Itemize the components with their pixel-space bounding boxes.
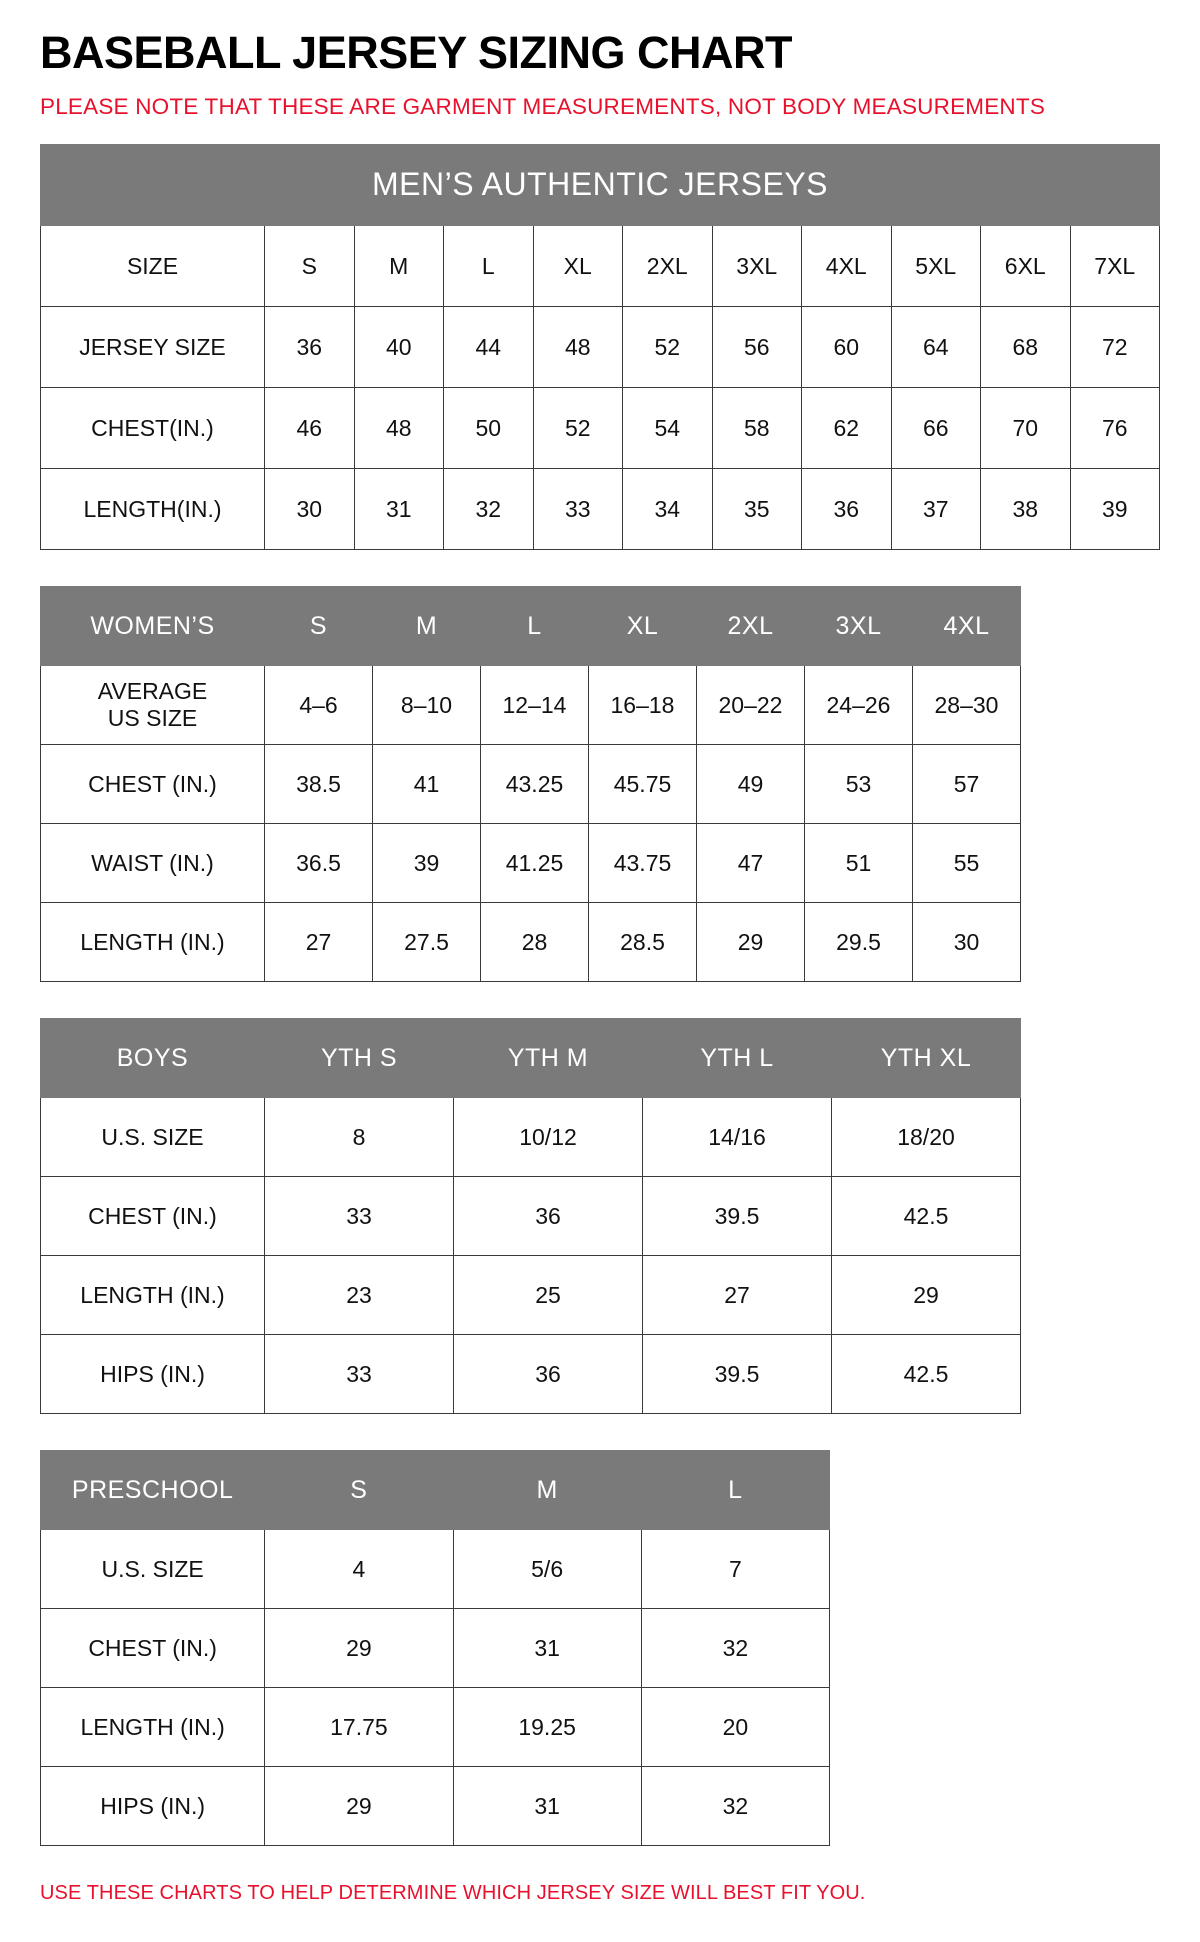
cell: 43.25 bbox=[481, 744, 589, 823]
cell: 32 bbox=[444, 468, 534, 549]
cell: 4–6 bbox=[265, 665, 373, 744]
cell: 44 bbox=[444, 306, 534, 387]
boys-header-label: BOYS bbox=[41, 1018, 265, 1097]
table-row bbox=[41, 1334, 1021, 1413]
mens-size-m: M bbox=[354, 225, 444, 306]
table-row bbox=[41, 1529, 830, 1608]
cell: 36 bbox=[802, 468, 892, 549]
womens-size-3xl: 3XL bbox=[805, 586, 913, 665]
cell: 66 bbox=[891, 387, 981, 468]
cell: 55 bbox=[913, 823, 1021, 902]
table-row bbox=[41, 387, 1160, 468]
boys-row-label-us-size: U.S. SIZE bbox=[41, 1097, 265, 1176]
cell: 39 bbox=[1070, 468, 1160, 549]
cell: 76 bbox=[1070, 387, 1160, 468]
cell: 56 bbox=[712, 306, 802, 387]
table-row bbox=[41, 306, 1160, 387]
cell: 25 bbox=[454, 1255, 643, 1334]
cell: 54 bbox=[623, 387, 713, 468]
table-row bbox=[41, 823, 1021, 902]
preschool-size-l: L bbox=[641, 1450, 829, 1529]
cell: 48 bbox=[533, 306, 623, 387]
womens-size-4xl: 4XL bbox=[913, 586, 1021, 665]
mens-size-label: SIZE bbox=[41, 225, 265, 306]
cell: 33 bbox=[265, 1176, 454, 1255]
mens-row-label-jersey-size: JERSEY SIZE bbox=[41, 306, 265, 387]
cell: 36 bbox=[454, 1176, 643, 1255]
cell: 29 bbox=[265, 1766, 453, 1845]
table-row bbox=[41, 1687, 830, 1766]
cell: 51 bbox=[805, 823, 913, 902]
cell: 38 bbox=[981, 468, 1071, 549]
cell: 39.5 bbox=[643, 1176, 832, 1255]
cell: 28–30 bbox=[913, 665, 1021, 744]
mens-size-header-row bbox=[41, 225, 1160, 306]
preschool-row-label-hips: HIPS (IN.) bbox=[41, 1766, 265, 1845]
cell: 28 bbox=[481, 902, 589, 981]
preschool-size-m: M bbox=[453, 1450, 641, 1529]
table-row bbox=[41, 1176, 1021, 1255]
cell: 43.75 bbox=[589, 823, 697, 902]
cell: 34 bbox=[623, 468, 713, 549]
mens-size-5xl: 5XL bbox=[891, 225, 981, 306]
womens-size-l: L bbox=[481, 586, 589, 665]
cell: 39.5 bbox=[643, 1334, 832, 1413]
cell: 64 bbox=[891, 306, 981, 387]
cell: 27 bbox=[265, 902, 373, 981]
cell: 68 bbox=[981, 306, 1071, 387]
cell: 19.25 bbox=[453, 1687, 641, 1766]
footer-note: USE THESE CHARTS TO HELP DETERMINE WHICH JERSEY SIZE WILL BEST FIT YOU. bbox=[40, 1881, 866, 1904]
womens-row-label-average-us-size bbox=[41, 665, 265, 744]
cell: 31 bbox=[453, 1608, 641, 1687]
cell: 27.5 bbox=[373, 902, 481, 981]
boys-row-label-hips: HIPS (IN.) bbox=[41, 1334, 265, 1413]
mens-size-7xl: 7XL bbox=[1070, 225, 1160, 306]
cell: 32 bbox=[641, 1766, 829, 1845]
table-row bbox=[41, 1097, 1021, 1176]
cell: 12–14 bbox=[481, 665, 589, 744]
preschool-size-s: S bbox=[265, 1450, 453, 1529]
womens-header-row bbox=[41, 586, 1021, 665]
boys-header-row bbox=[41, 1018, 1021, 1097]
cell: 45.75 bbox=[589, 744, 697, 823]
cell: 23 bbox=[265, 1255, 454, 1334]
womens-header-label: WOMEN’S bbox=[41, 586, 265, 665]
womens-size-m: M bbox=[373, 586, 481, 665]
cell: 16–18 bbox=[589, 665, 697, 744]
cell: 24–26 bbox=[805, 665, 913, 744]
cell: 29 bbox=[265, 1608, 453, 1687]
boys-row-label-length: LENGTH (IN.) bbox=[41, 1255, 265, 1334]
mens-size-6xl: 6XL bbox=[981, 225, 1071, 306]
cell: 46 bbox=[265, 387, 355, 468]
boys-size-yth-l: YTH L bbox=[643, 1018, 832, 1097]
boys-row-label-chest: CHEST (IN.) bbox=[41, 1176, 265, 1255]
cell: 60 bbox=[802, 306, 892, 387]
cell: 20–22 bbox=[697, 665, 805, 744]
mens-size-l: L bbox=[444, 225, 534, 306]
womens-size-xl: XL bbox=[589, 586, 697, 665]
preschool-row-label-length: LENGTH (IN.) bbox=[41, 1687, 265, 1766]
cell: 10/12 bbox=[454, 1097, 643, 1176]
table-row bbox=[41, 468, 1160, 549]
cell: 36.5 bbox=[265, 823, 373, 902]
mens-size-table bbox=[40, 144, 1160, 550]
table-row bbox=[41, 902, 1021, 981]
cell: 20 bbox=[641, 1687, 829, 1766]
mens-banner: MEN’S AUTHENTIC JERSEYS bbox=[41, 144, 1160, 225]
cell: 4 bbox=[265, 1529, 453, 1608]
cell: 41 bbox=[373, 744, 481, 823]
cell: 30 bbox=[265, 468, 355, 549]
cell: 49 bbox=[697, 744, 805, 823]
cell: 8 bbox=[265, 1097, 454, 1176]
boys-size-table bbox=[40, 1018, 1021, 1414]
mens-row-label-length: LENGTH(IN.) bbox=[41, 468, 265, 549]
cell: 52 bbox=[623, 306, 713, 387]
mens-size-3xl: 3XL bbox=[712, 225, 802, 306]
boys-size-yth-s: YTH S bbox=[265, 1018, 454, 1097]
boys-size-yth-m: YTH M bbox=[454, 1018, 643, 1097]
cell: 31 bbox=[453, 1766, 641, 1845]
womens-row-label-line2: US SIZE bbox=[107, 704, 198, 731]
cell: 41.25 bbox=[481, 823, 589, 902]
cell: 40 bbox=[354, 306, 444, 387]
cell: 35 bbox=[712, 468, 802, 549]
cell: 52 bbox=[533, 387, 623, 468]
cell: 72 bbox=[1070, 306, 1160, 387]
womens-row-label-line1: AVERAGE bbox=[97, 678, 208, 705]
preschool-row-label-chest: CHEST (IN.) bbox=[41, 1608, 265, 1687]
cell: 7 bbox=[641, 1529, 829, 1608]
cell: 29.5 bbox=[805, 902, 913, 981]
cell: 39 bbox=[373, 823, 481, 902]
cell: 8–10 bbox=[373, 665, 481, 744]
mens-row-label-chest: CHEST(IN.) bbox=[41, 387, 265, 468]
table-row bbox=[41, 1608, 830, 1687]
womens-size-table bbox=[40, 586, 1021, 982]
cell: 30 bbox=[913, 902, 1021, 981]
cell: 14/16 bbox=[643, 1097, 832, 1176]
mens-banner-row bbox=[41, 144, 1160, 225]
womens-row-label-length: LENGTH (IN.) bbox=[41, 902, 265, 981]
cell: 42.5 bbox=[832, 1176, 1021, 1255]
mens-size-2xl: 2XL bbox=[623, 225, 713, 306]
womens-size-s: S bbox=[265, 586, 373, 665]
cell: 70 bbox=[981, 387, 1071, 468]
table-row bbox=[41, 744, 1021, 823]
mens-size-s: S bbox=[265, 225, 355, 306]
cell: 32 bbox=[641, 1608, 829, 1687]
preschool-row-label-us-size: U.S. SIZE bbox=[41, 1529, 265, 1608]
cell: 50 bbox=[444, 387, 534, 468]
cell: 36 bbox=[454, 1334, 643, 1413]
cell: 29 bbox=[832, 1255, 1021, 1334]
mens-size-xl: XL bbox=[533, 225, 623, 306]
page-title: BASEBALL JERSEY SIZING CHART bbox=[40, 27, 792, 78]
womens-size-2xl: 2XL bbox=[697, 586, 805, 665]
cell: 31 bbox=[354, 468, 444, 549]
cell: 53 bbox=[805, 744, 913, 823]
table-row bbox=[41, 1766, 830, 1845]
boys-size-yth-xl: YTH XL bbox=[832, 1018, 1021, 1097]
cell: 62 bbox=[802, 387, 892, 468]
cell: 5/6 bbox=[453, 1529, 641, 1608]
cell: 33 bbox=[533, 468, 623, 549]
cell: 48 bbox=[354, 387, 444, 468]
mens-size-4xl: 4XL bbox=[802, 225, 892, 306]
cell: 47 bbox=[697, 823, 805, 902]
cell: 58 bbox=[712, 387, 802, 468]
cell: 29 bbox=[697, 902, 805, 981]
preschool-header-label: PRESCHOOL bbox=[41, 1450, 265, 1529]
womens-row-label-waist: WAIST (IN.) bbox=[41, 823, 265, 902]
cell: 57 bbox=[913, 744, 1021, 823]
cell: 27 bbox=[643, 1255, 832, 1334]
cell: 33 bbox=[265, 1334, 454, 1413]
womens-row-label-chest: CHEST (IN.) bbox=[41, 744, 265, 823]
measurement-note: PLEASE NOTE THAT THESE ARE GARMENT MEASUREMENTS, NOT BODY MEASUREMENTS bbox=[40, 93, 1046, 119]
preschool-size-table bbox=[40, 1450, 830, 1846]
cell: 18/20 bbox=[832, 1097, 1021, 1176]
cell: 38.5 bbox=[265, 744, 373, 823]
cell: 17.75 bbox=[265, 1687, 453, 1766]
cell: 42.5 bbox=[832, 1334, 1021, 1413]
cell: 36 bbox=[265, 306, 355, 387]
preschool-header-row bbox=[41, 1450, 830, 1529]
table-row bbox=[41, 1255, 1021, 1334]
cell: 37 bbox=[891, 468, 981, 549]
table-row bbox=[41, 665, 1021, 744]
cell: 28.5 bbox=[589, 902, 697, 981]
